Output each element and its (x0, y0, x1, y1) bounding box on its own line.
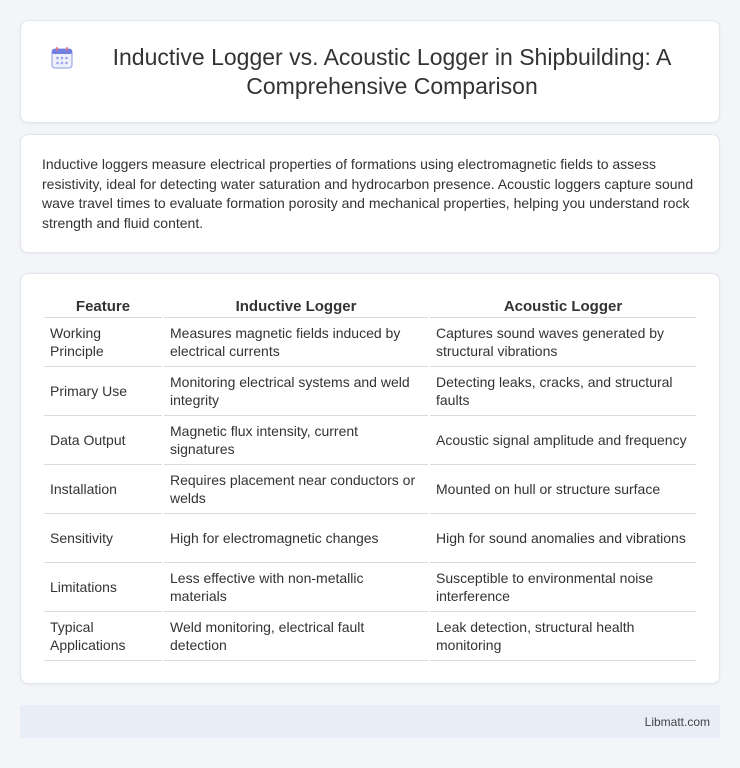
title-wrap (21, 43, 719, 101)
acoustic-cell: High for sound anomalies and vibrations (430, 514, 696, 563)
acoustic-cell: Captures sound waves generated by structural vibrations (430, 318, 696, 367)
header-acoustic-logger: Acoustic Logger (430, 296, 696, 318)
feature-cell: Installation (44, 465, 162, 514)
calendar-icon (49, 45, 75, 71)
inductive-cell: Weld monitoring, electrical fault detection (164, 612, 428, 661)
feature-cell: Sensitivity (44, 514, 162, 563)
feature-cell: Data Output (44, 416, 162, 465)
comparison-card (20, 273, 720, 684)
title-card (20, 20, 720, 123)
header-inductive-logger: Inductive Logger (164, 296, 428, 318)
header-feature: Feature (44, 296, 162, 318)
table-row (44, 416, 696, 465)
acoustic-cell: Mounted on hull or structure surface (430, 465, 696, 514)
inductive-cell: Measures magnetic fields induced by electrical currents (164, 318, 428, 367)
feature-cell: Primary Use (44, 367, 162, 416)
intro-paragraph: Inductive loggers measure electrical properties of formations using electromagnetic fields to assess resistivity, ideal for detecting water saturation and hydrocarbon presence. Acoustic loggers capture sound wave travel times to evaluate formation porosity and mechanical properties, helping you understand rock strength and fluid content. (42, 156, 694, 231)
comparison-table (42, 296, 698, 661)
acoustic-cell: Detecting leaks, cracks, and structural faults (430, 367, 696, 416)
feature-cell: Limitations (44, 563, 162, 612)
intro-card (20, 134, 720, 253)
table-header-row (44, 296, 696, 318)
table-row (44, 514, 696, 563)
table-row (44, 465, 696, 514)
table-row (44, 612, 696, 661)
footer-site-link[interactable]: Libmatt.com (644, 714, 710, 729)
table-row (44, 318, 696, 367)
inductive-cell: High for electromagnetic changes (164, 514, 428, 563)
feature-cell: Working Principle (44, 318, 162, 367)
inductive-cell: Less effective with non-metallic materials (164, 563, 428, 612)
inductive-cell: Monitoring electrical systems and weld integrity (164, 367, 428, 416)
table-row (44, 563, 696, 612)
acoustic-cell: Acoustic signal amplitude and frequency (430, 416, 696, 465)
acoustic-cell: Leak detection, structural health monitoring (430, 612, 696, 661)
footer (20, 705, 720, 738)
table-row (44, 367, 696, 416)
inductive-cell: Magnetic flux intensity, current signatures (164, 416, 428, 465)
acoustic-cell: Susceptible to environmental noise interference (430, 563, 696, 612)
inductive-cell: Requires placement near conductors or welds (164, 465, 428, 514)
page-title: Inductive Logger vs. Acoustic Logger in Shipbuilding: A Comprehensive Comparison (112, 43, 672, 99)
feature-cell: Typical Applications (44, 612, 162, 661)
